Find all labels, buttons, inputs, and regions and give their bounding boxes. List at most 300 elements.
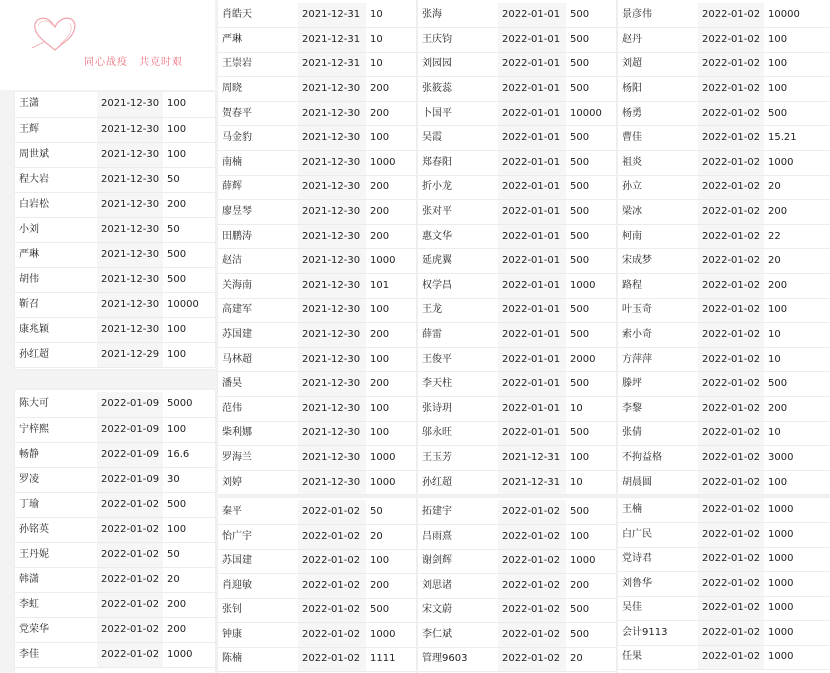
table-row: [418, 3, 616, 28]
donor-name: 南楠: [222, 156, 242, 168]
table-row: [618, 52, 830, 77]
donor-name: 柯南: [622, 230, 642, 242]
donation-date: 2022-01-02: [97, 617, 163, 642]
table-row: [218, 470, 416, 494]
donation-table-3: [218, 0, 416, 494]
donor-name: 陈大可: [19, 398, 49, 410]
donation-amount: 1000: [167, 648, 193, 660]
table-row: [15, 217, 215, 242]
donor-name: 周世斌: [19, 148, 49, 160]
donor-name: 曹佳: [622, 132, 642, 144]
donor-name: 王楠: [622, 504, 642, 515]
donation-date: 2021-12-30: [298, 126, 366, 151]
donation-amount: 20: [768, 181, 781, 193]
donor-name: 邬永旺: [422, 427, 452, 439]
table-row: [15, 542, 215, 567]
donor-name: 韩潇: [19, 573, 39, 585]
donation-amount: 1000: [768, 156, 794, 168]
donation-amount: 500: [570, 33, 590, 45]
donor-name: 梁冰: [622, 206, 642, 218]
donation-date: 2022-01-01: [498, 126, 566, 151]
donation-date: 2022-01-09: [97, 442, 163, 467]
table-row: [218, 549, 416, 574]
donation-date: 2022-01-02: [698, 421, 764, 446]
donation-date: 2021-12-31: [298, 52, 366, 77]
donor-name: 严琳: [222, 33, 242, 45]
donor-name: 王庆钧: [422, 33, 452, 45]
table-row: [418, 249, 616, 274]
table-row: [418, 421, 616, 446]
donation-date: 2022-01-02: [698, 298, 764, 323]
donation-amount: 1000: [370, 451, 396, 463]
donation-date: 2022-01-02: [498, 500, 566, 525]
table-row: [218, 525, 416, 550]
donation-amount: 200: [370, 83, 390, 95]
table-row: [418, 500, 616, 525]
donor-name: 管理9603: [422, 653, 468, 665]
donation-date: 2021-12-30: [298, 446, 366, 471]
donor-name: 王俊平: [422, 353, 452, 365]
donation-table-8: [618, 498, 830, 673]
table-row: [618, 446, 830, 471]
donor-name: 丁瑜: [19, 498, 39, 510]
donor-name: 薛雷: [422, 329, 442, 341]
table-row: [618, 421, 830, 446]
donation-date: 2021-12-30: [97, 192, 163, 217]
table-row: [218, 574, 416, 599]
table-row: [618, 274, 830, 299]
table-row: [218, 28, 416, 53]
donor-name: 张诗玥: [422, 402, 452, 414]
donation-amount: 1111: [370, 653, 396, 665]
donation-amount: 10: [768, 353, 781, 365]
donation-amount: 100: [370, 353, 390, 365]
donation-date: 2022-01-02: [698, 596, 764, 621]
donation-amount: 500: [570, 83, 590, 95]
donor-name: 苏国建: [222, 555, 252, 567]
donation-amount: 1000: [768, 626, 794, 638]
donation-date: 2022-01-01: [498, 151, 566, 176]
table-row: [418, 274, 616, 299]
donor-name: 孙铭英: [19, 523, 49, 535]
donation-amount: 200: [768, 402, 788, 414]
donor-name: 李黎: [622, 402, 642, 414]
table-row: [418, 323, 616, 348]
donor-name: 王丹妮: [19, 548, 49, 560]
table-row: [218, 249, 416, 274]
donation-amount: 16.6: [167, 448, 190, 460]
heart-icon: [30, 14, 80, 54]
donor-name: 会计9113: [622, 626, 668, 638]
donation-amount: 100: [370, 304, 390, 316]
table-row: [15, 492, 215, 517]
donation-date: 2022-01-02: [498, 598, 566, 623]
donation-date: 2022-01-02: [698, 347, 764, 372]
donor-name: 赵洁: [222, 255, 242, 267]
donation-table-4: [418, 0, 616, 494]
donation-amount: 50: [167, 223, 180, 235]
table-row: [218, 3, 416, 28]
donation-date: 2021-12-30: [298, 77, 366, 102]
donation-date: 2021-12-31: [498, 470, 566, 494]
donor-name: 杨勇: [622, 107, 642, 119]
donation-amount: 1000: [370, 156, 396, 168]
table-row: [15, 192, 215, 217]
donor-name: 杨阳: [622, 83, 642, 95]
table-row: [418, 151, 616, 176]
donation-amount: 1000: [370, 628, 396, 640]
donation-amount: 10000: [768, 9, 800, 21]
donation-date: 2022-01-02: [698, 52, 764, 77]
table-row: [618, 498, 830, 523]
donor-name: 苏国建: [222, 329, 252, 341]
donation-date: 2021-12-30: [298, 421, 366, 446]
donation-amount: 100: [167, 148, 187, 160]
donor-name: 孙红超: [422, 476, 452, 488]
donation-date: 2021-12-30: [298, 224, 366, 249]
donation-date: 2022-01-09: [97, 392, 163, 417]
donation-amount: 10: [768, 329, 781, 341]
donation-date: 2021-12-30: [97, 267, 163, 292]
donor-name: 罗海兰: [222, 451, 252, 463]
donor-name: 宋文蔚: [422, 604, 452, 616]
donation-date: 2022-01-02: [698, 498, 764, 523]
donor-name: 祖炎: [622, 156, 642, 168]
donation-date: 2022-01-02: [498, 647, 566, 672]
donation-table-7: [418, 498, 616, 673]
donation-date: 2022-01-02: [698, 323, 764, 348]
donation-date: 2021-12-30: [298, 200, 366, 225]
donation-amount: 200: [370, 181, 390, 193]
donor-name: 叶玉奇: [622, 304, 652, 316]
donation-date: 2021-12-30: [298, 397, 366, 422]
table-row: [618, 126, 830, 151]
table-row: [218, 298, 416, 323]
donor-name: 索小奇: [622, 329, 652, 341]
table-row: [618, 249, 830, 274]
donation-amount: 100: [570, 530, 590, 542]
table-row: [618, 77, 830, 102]
donor-name: 权学昌: [422, 279, 452, 291]
table-row: [218, 421, 416, 446]
table-row: [15, 242, 215, 267]
donation-date: 2022-01-02: [698, 523, 764, 548]
donation-date: 2022-01-01: [498, 421, 566, 446]
table-row: [618, 347, 830, 372]
donor-name: 肖皓天: [222, 9, 252, 21]
table-row: [418, 175, 616, 200]
donation-date: 2021-12-30: [97, 92, 163, 117]
table-row: [218, 647, 416, 672]
donation-amount: 500: [570, 255, 590, 267]
table-row: [218, 372, 416, 397]
donation-date: 2022-01-01: [498, 397, 566, 422]
donation-amount: 500: [570, 427, 590, 439]
donor-name: 小刘: [19, 223, 39, 235]
donor-name: 廖昱琴: [222, 206, 252, 218]
donation-amount: 10000: [570, 107, 602, 119]
donor-name: 刘鲁华: [622, 577, 652, 589]
donation-amount: 10000: [167, 298, 199, 310]
donation-amount: 500: [570, 58, 590, 70]
donation-date: 2021-12-30: [298, 323, 366, 348]
table-row: [418, 77, 616, 102]
donation-date: 2022-01-01: [498, 347, 566, 372]
donation-date: 2022-01-02: [298, 623, 366, 648]
donor-name: 范伟: [222, 402, 242, 414]
donor-name: 马林超: [222, 353, 252, 365]
table-row: [418, 470, 616, 494]
table-row: [218, 52, 416, 77]
donation-date: 2022-01-02: [97, 542, 163, 567]
table-row: [618, 645, 830, 670]
donation-date: 2022-01-01: [498, 224, 566, 249]
donation-amount: 100: [167, 423, 187, 435]
donation-date: 2022-01-01: [498, 323, 566, 348]
donation-amount: 500: [570, 378, 590, 390]
donation-amount: 500: [570, 604, 590, 616]
donor-name: 刘思诸: [422, 579, 452, 591]
donation-date: 2022-01-02: [698, 200, 764, 225]
donation-date: 2021-12-30: [298, 298, 366, 323]
donation-date: 2022-01-02: [298, 647, 366, 672]
donor-name: 刘婷: [222, 476, 242, 488]
donation-date: 2022-01-02: [698, 372, 764, 397]
donor-name: 柴利娜: [222, 427, 252, 439]
table-row: [618, 547, 830, 572]
donation-amount: 30: [167, 473, 180, 485]
donation-amount: 101: [370, 279, 390, 291]
donation-amount: 20: [570, 653, 583, 665]
donation-amount: 10: [768, 427, 781, 439]
donation-amount: 500: [167, 248, 187, 260]
donation-amount: 50: [167, 548, 180, 560]
donor-name: 张海: [422, 9, 442, 21]
donor-name: 吴佳: [622, 602, 642, 614]
table-row: [618, 523, 830, 548]
table-row: [618, 372, 830, 397]
donor-name: 白广民: [622, 528, 652, 540]
table-row: [618, 596, 830, 621]
donor-name: 钟康: [222, 628, 242, 640]
table-row: [218, 200, 416, 225]
donation-amount: 200: [370, 206, 390, 218]
donation-amount: 100: [768, 83, 788, 95]
table-row: [218, 77, 416, 102]
table-row: [218, 347, 416, 372]
donation-amount: 500: [570, 329, 590, 341]
donation-amount: 200: [370, 579, 390, 591]
donation-amount: 1000: [370, 476, 396, 488]
donation-date: 2021-12-30: [97, 142, 163, 167]
table-row: [618, 298, 830, 323]
table-row: [218, 500, 416, 525]
donor-name: 宋成梦: [622, 255, 652, 267]
table-row: [418, 101, 616, 126]
donor-name: 张对平: [422, 206, 452, 218]
donation-date: 2022-01-02: [698, 397, 764, 422]
donor-name: 党荣华: [19, 623, 49, 635]
table-row: [15, 567, 215, 592]
donation-amount: 500: [570, 132, 590, 144]
donor-name: 张钊: [222, 604, 242, 616]
donor-name: 白岩松: [19, 198, 49, 210]
table-row: [418, 623, 616, 648]
donation-amount: 100: [570, 451, 590, 463]
donation-amount: 100: [167, 348, 187, 360]
donor-name: 李佳: [19, 648, 39, 660]
donation-amount: 1000: [570, 279, 596, 291]
table-row: [15, 92, 215, 117]
donation-date: 2022-01-02: [298, 598, 366, 623]
donation-date: 2022-01-01: [498, 28, 566, 53]
donation-amount: 500: [768, 378, 788, 390]
donor-name: 王潇: [19, 98, 39, 110]
table-row: [618, 224, 830, 249]
donation-amount: 500: [570, 230, 590, 242]
donor-name: 党诗君: [622, 553, 652, 565]
donation-date: 2022-01-02: [298, 500, 366, 525]
donation-amount: 100: [370, 555, 390, 567]
table-row: [418, 200, 616, 225]
donor-name: 惠文华: [422, 230, 452, 242]
table-row: [418, 126, 616, 151]
donation-date: 2022-01-01: [498, 274, 566, 299]
donation-date: 2022-01-02: [97, 592, 163, 617]
table-row: [15, 642, 215, 667]
donor-name: 李天柱: [422, 378, 452, 390]
donation-date: 2022-01-02: [698, 126, 764, 151]
donation-date: 2021-12-31: [298, 3, 366, 28]
donation-date: 2021-12-31: [498, 446, 566, 471]
donation-amount: 200: [370, 107, 390, 119]
banner: [0, 0, 215, 90]
donor-name: 陈楠: [222, 653, 242, 665]
table-row: [218, 175, 416, 200]
donation-amount: 100: [370, 132, 390, 144]
donor-name: 康兆颖: [19, 323, 49, 335]
donation-amount: 500: [570, 9, 590, 21]
donation-amount: 500: [570, 181, 590, 193]
donation-date: 2022-01-02: [698, 645, 764, 670]
donor-name: 李虹: [19, 598, 39, 610]
table-row: [418, 647, 616, 672]
donor-name: 路程: [622, 279, 642, 291]
table-row: [418, 525, 616, 550]
table-row: [218, 397, 416, 422]
donation-amount: 50: [370, 506, 383, 517]
donation-amount: 20: [370, 530, 383, 542]
donor-name: 不拘益格: [622, 451, 662, 463]
donor-name: 胡晨圆: [622, 476, 652, 488]
donation-amount: 22: [768, 230, 781, 242]
table-row: [418, 28, 616, 53]
donation-date: 2022-01-02: [498, 574, 566, 599]
table-row: [418, 52, 616, 77]
table-row: [618, 28, 830, 53]
donor-name: 王辉: [19, 123, 39, 135]
donation-date: 2021-12-30: [298, 151, 366, 176]
donor-name: 胡伟: [19, 273, 39, 285]
donor-name: 张筱蕊: [422, 83, 452, 95]
donor-name: 方萍萍: [622, 353, 652, 365]
donation-date: 2021-12-30: [298, 372, 366, 397]
table-row: [618, 470, 830, 494]
donation-amount: 10: [570, 476, 583, 488]
donation-date: 2021-12-29: [97, 342, 163, 367]
donation-amount: 100: [167, 123, 187, 135]
donor-name: 刘园园: [422, 58, 452, 70]
donor-name: 马金豹: [222, 132, 252, 144]
donation-date: 2022-01-01: [498, 249, 566, 274]
table-row: [618, 323, 830, 348]
donor-name: 秦平: [222, 506, 242, 517]
donor-name: 宁梓熙: [19, 423, 49, 435]
donor-name: 关海南: [222, 279, 252, 291]
table-row: [15, 417, 215, 442]
table-row: [15, 617, 215, 642]
table-row: [618, 200, 830, 225]
donation-date: 2022-01-01: [498, 77, 566, 102]
donation-date: 2021-12-30: [298, 175, 366, 200]
table-row: [418, 397, 616, 422]
donation-amount: 200: [370, 329, 390, 341]
donation-date: 2022-01-02: [698, 3, 764, 28]
donor-name: 谢剑辉: [422, 555, 452, 567]
donor-name: 郑春阳: [422, 156, 452, 168]
donation-date: 2022-01-02: [698, 249, 764, 274]
donor-name: 赵丹: [622, 33, 642, 45]
donation-date: 2022-01-02: [698, 77, 764, 102]
donation-amount: 500: [167, 498, 187, 510]
donation-amount: 500: [570, 506, 590, 517]
donor-name: 卜国平: [422, 107, 452, 119]
table-row: [418, 549, 616, 574]
table-row: [218, 151, 416, 176]
table-row: [15, 342, 215, 367]
donor-name: 景彦伟: [622, 9, 652, 21]
donor-name: 周晓: [222, 83, 242, 95]
donation-date: 2022-01-01: [498, 52, 566, 77]
donation-date: 2022-01-02: [298, 574, 366, 599]
donation-amount: 10: [570, 402, 583, 414]
donation-date: 2022-01-02: [97, 492, 163, 517]
donor-name: 任果: [622, 651, 642, 663]
table-row: [15, 267, 215, 292]
donation-date: 2022-01-02: [698, 101, 764, 126]
donation-date: 2022-01-09: [97, 467, 163, 492]
donor-name: 潘昊: [222, 378, 242, 390]
donor-name: 贺春平: [222, 107, 252, 119]
donation-date: 2022-01-02: [698, 446, 764, 471]
table-row: [218, 598, 416, 623]
donor-name: 田鹏涛: [222, 230, 252, 242]
donation-amount: 1000: [768, 577, 794, 589]
donation-date: 2022-01-02: [698, 175, 764, 200]
donation-date: 2022-01-02: [698, 547, 764, 572]
donor-name: 薛辉: [222, 181, 242, 193]
donation-date: 2021-12-30: [298, 249, 366, 274]
donation-amount: 500: [167, 273, 187, 285]
donation-amount: 5000: [167, 398, 193, 410]
donation-amount: 100: [768, 304, 788, 316]
donation-date: 2021-12-30: [97, 217, 163, 242]
table-row: [218, 101, 416, 126]
donation-amount: 15.21: [768, 132, 797, 144]
table-row: [418, 598, 616, 623]
donation-amount: 500: [570, 628, 590, 640]
table-row: [218, 224, 416, 249]
